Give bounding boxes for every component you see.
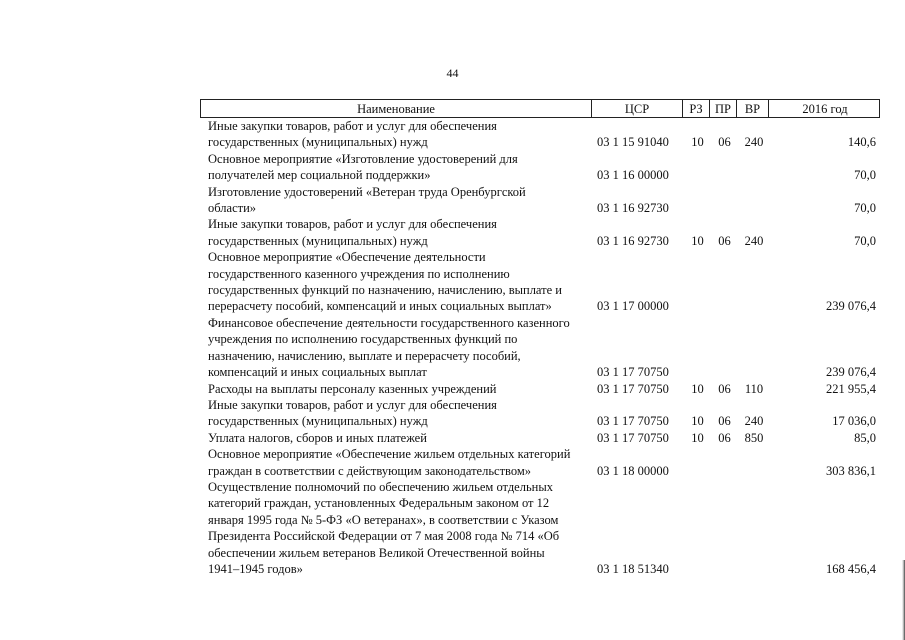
row-pr: 06 (718, 430, 731, 445)
row-name-line: Основное мероприятие «Изготовление удостоверений для (208, 151, 518, 166)
row-amount: 70,0 (854, 168, 876, 183)
table-row (200, 446, 880, 479)
row-name (200, 184, 593, 217)
row-name-line: назначению, начислению, выплате и перерасчету пособий, (208, 348, 521, 363)
row-name-line: компенсаций и иных социальных выплат (208, 365, 427, 380)
row-amount: 70,0 (854, 233, 876, 248)
row-pr: 06 (718, 233, 731, 248)
row-amount: 168 456,4 (826, 561, 876, 576)
row-csr: 03 1 17 70750 (597, 365, 669, 380)
header-year: 2016 год (768, 100, 881, 118)
row-pr: 06 (718, 381, 731, 396)
row-csr: 03 1 16 92730 (597, 233, 669, 248)
row-name (200, 397, 593, 430)
row-name-line: граждан в соответствии с действующим законодательством» (208, 463, 532, 478)
row-amount: 17 036,0 (832, 414, 876, 429)
row-amount: 239 076,4 (826, 299, 876, 314)
row-vr: 850 (744, 430, 764, 445)
row-amount: 239 076,4 (826, 365, 876, 380)
table-row (200, 430, 880, 446)
row-csr: 03 1 17 00000 (597, 299, 669, 314)
table-row (200, 315, 880, 381)
row-name-line: Иные закупки товаров, работ и услуг для обеспечения (208, 397, 497, 412)
row-amount: 70,0 (854, 201, 876, 216)
row-name-line: Иные закупки товаров, работ и услуг для обеспечения (208, 217, 497, 232)
row-name-line: государственного казенного учреждения по исполнению (208, 266, 510, 281)
row-name-line: государственных (муниципальных) нужд (208, 233, 428, 248)
row-name (200, 430, 593, 446)
row-name-line: перерасчету пособий, компенсаций и иных социальных выплат» (208, 299, 552, 314)
row-name (200, 446, 593, 479)
row-csr: 03 1 17 70750 (597, 381, 669, 396)
row-name-line: государственных функций по назначению, начислению, выплате и (208, 283, 562, 298)
row-name-line: учреждения по исполнению государственных функций по (208, 332, 518, 347)
table-row (200, 151, 880, 184)
row-csr: 03 1 15 91040 (597, 135, 669, 150)
table-row (200, 381, 880, 397)
budget-table (200, 99, 880, 577)
row-vr: 240 (744, 135, 764, 150)
row-csr: 03 1 18 00000 (597, 463, 669, 478)
row-vr: 110 (744, 381, 764, 396)
header-csr: ЦСР (591, 100, 682, 118)
row-csr: 03 1 16 00000 (597, 168, 669, 183)
row-rz: 10 (691, 414, 704, 429)
row-name-line: обеспечении жильем ветеранов Великой Отечественной войны (208, 545, 545, 560)
table-row (200, 249, 880, 315)
row-name (200, 315, 593, 381)
row-name-line: государственных (муниципальных) нужд (208, 135, 428, 150)
row-name-line: Расходы на выплаты персоналу казенных учреждений (208, 381, 497, 396)
table-body (200, 118, 880, 577)
row-csr: 03 1 17 70750 (597, 414, 669, 429)
header-vr: ВР (736, 100, 768, 118)
row-name-line: категорий граждан, установленных Федеральным законом от 12 (208, 496, 550, 511)
row-name-line: государственных (муниципальных) нужд (208, 414, 428, 429)
table-row (200, 184, 880, 217)
row-name (200, 249, 593, 315)
row-vr: 240 (744, 233, 764, 248)
row-name-line: Основное мероприятие «Обеспечение жильем отдельных категорий (208, 447, 571, 462)
row-name (200, 479, 593, 577)
row-name-line: области» (208, 201, 257, 216)
row-name-line: января 1995 года № 5-ФЗ «О ветеранах», в соответствии с Указом (208, 512, 559, 527)
row-name-line: Президента Российской Федерации от 7 мая 2008 года № 714 «Об (208, 529, 560, 544)
table-row (200, 216, 880, 249)
header-pr: ПР (709, 100, 736, 118)
row-name-line: Финансовое обеспечение деятельности государственного казенного (208, 315, 570, 330)
table-row (200, 118, 880, 151)
header-rz: РЗ (682, 100, 709, 118)
table-header (200, 99, 880, 118)
row-name (200, 381, 593, 397)
table-row (200, 397, 880, 430)
row-amount: 140,6 (847, 135, 876, 150)
row-name (200, 151, 593, 184)
row-rz: 10 (691, 430, 704, 445)
row-amount: 85,0 (854, 430, 876, 445)
row-csr: 03 1 18 51340 (597, 561, 669, 576)
row-name-line: Изготовление удостоверений «Ветеран труда Оренбургской (208, 184, 526, 199)
row-rz: 10 (691, 135, 704, 150)
row-csr: 03 1 17 70750 (597, 430, 669, 445)
row-name (200, 118, 593, 151)
row-name (200, 216, 593, 249)
row-name-line: получателей мер социальной поддержки» (208, 168, 431, 183)
row-rz: 10 (691, 233, 704, 248)
row-pr: 06 (718, 414, 731, 429)
row-name-line: Осуществление полномочий по обеспечению жильем отдельных (208, 479, 554, 494)
page-number: 44 (446, 66, 459, 80)
row-name-line: Иные закупки товаров, работ и услуг для обеспечения (208, 119, 497, 133)
row-vr: 240 (744, 414, 764, 429)
row-amount: 221 955,4 (826, 381, 876, 396)
row-name-line: Уплата налогов, сборов и иных платежей (208, 430, 427, 445)
row-csr: 03 1 16 92730 (597, 201, 669, 216)
row-amount: 303 836,1 (826, 463, 876, 478)
row-name-line: 1941–1945 годов» (208, 561, 303, 576)
row-pr: 06 (718, 135, 731, 150)
row-name-line: Основное мероприятие «Обеспечение деятельности (208, 250, 486, 265)
table-row (200, 479, 880, 577)
header-name: Наименование (357, 102, 435, 116)
row-rz: 10 (691, 381, 704, 396)
